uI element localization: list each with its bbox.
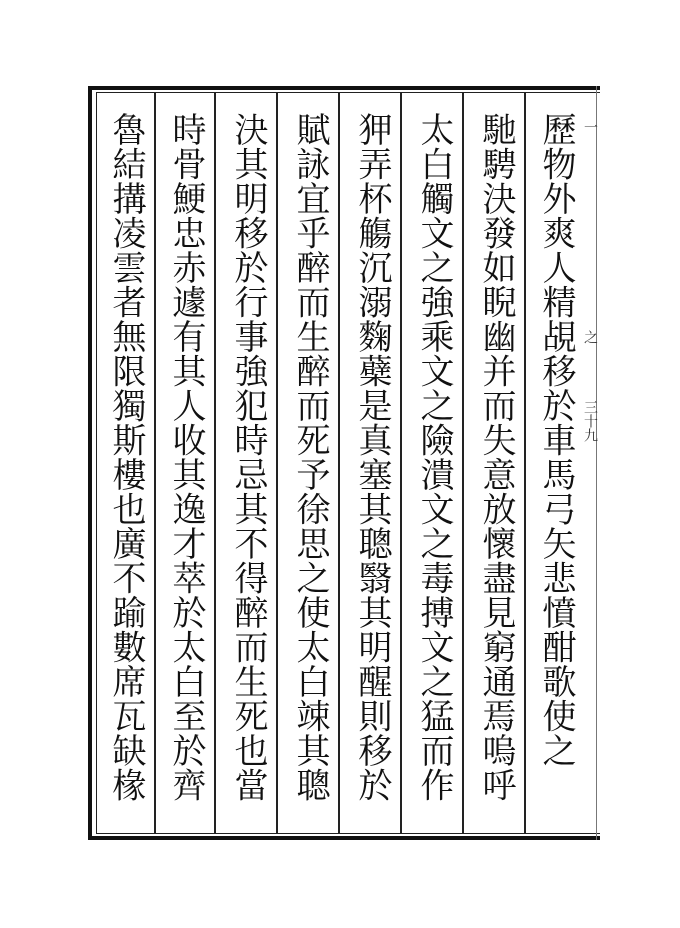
column-rule [276, 92, 278, 834]
text-column-8: 魯結搆凌雲者無限獨斯樓也廣不踰數席瓦缺椽 [106, 112, 146, 802]
column-rule [400, 92, 402, 834]
text-column-5: 賦詠宜乎醉而生醉而死予徐思之使太白竦其聰 [290, 112, 330, 802]
text-column-3: 太白觸文之強乘文之險潰文之毒搏文之猛而作 [414, 112, 454, 802]
fold-mark-page-number: 三十九 [582, 400, 598, 442]
fold-mark-top: 一 [582, 120, 598, 134]
fold-mark-mid: 之 [582, 330, 598, 344]
column-rule [462, 92, 464, 834]
text-column-6: 決其明移於行事強犯時忌其不得醉而生死也當 [228, 112, 268, 802]
column-rule [214, 92, 216, 834]
text-column-2: 馳騁決發如睨幽并而失意放懷盡見窮通焉嗚呼 [476, 112, 516, 802]
column-rule [338, 92, 340, 834]
column-rule [524, 92, 526, 834]
text-column-7: 時骨鯁忠赤遽有其人收其逸才萃於太白至於齊 [166, 112, 206, 802]
text-column-4: 狎弄杯觴沉溺麴蘗是真塞其聰翳其明醒則移於 [352, 112, 392, 802]
column-rule [154, 92, 156, 834]
text-column-1: 歷物外爽人精覘移於車馬弓矢悲憤酣歌使之 [536, 112, 576, 768]
fold-line [596, 86, 597, 840]
